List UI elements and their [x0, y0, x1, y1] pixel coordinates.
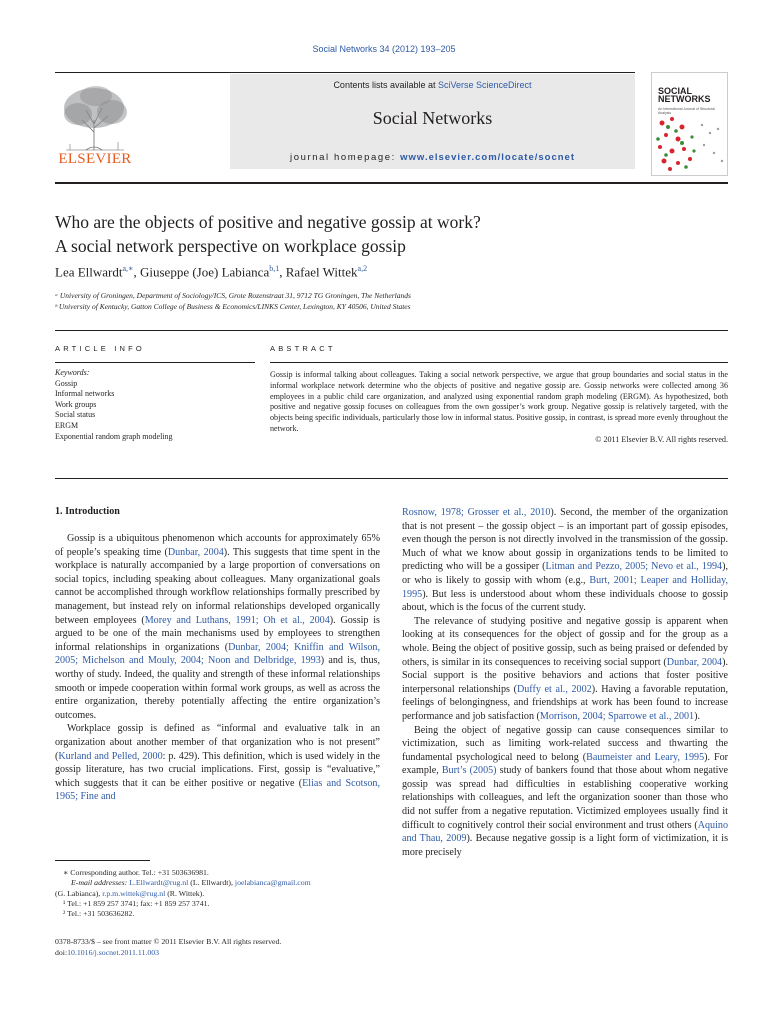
author-affiliation-marker[interactable]: a,∗: [122, 264, 134, 273]
cover-subtitle: An International Journal of Structural Analysis: [658, 107, 715, 115]
email-link-ellwardt[interactable]: L.Ellwardt@rug.nl: [129, 878, 189, 888]
email-prefix: (G. Labianca),: [55, 888, 103, 898]
doi-link[interactable]: 10.1016/j.socnet.2011.11.003: [67, 947, 160, 957]
abstract-text: Gossip is informal talking about colleagues. Taking a social network perspective, we argue that group boundaries and social status in the informal workplace network determine who the objects of positive and negative gossip are. Gossip networks were collected among 36 employees in a public child care organization, and analyzed using exponential random graph modeling (ERGM). As hypothesized, both positive and negative gossip focuses on colleagues from the own gossiper’s work group. Negative gossip is relatively targeted, with the objects being specific individuals, particularly those low in informal status. Positive gossip, in contrast, is spread more evenly throughout the network.: [270, 370, 728, 433]
header-top-rule: [55, 72, 635, 73]
citation-link[interactable]: Dunbar, 2004: [666, 656, 723, 668]
footnote-rule: [55, 860, 150, 861]
body-text: ). Having a favorable reputation, feelings of belongingness, and friendships at work has been found to increase performance and job satisfaction (: [402, 683, 728, 722]
title-line-2: A social network perspective on workplace gossip: [55, 236, 406, 256]
left-column-paragraphs: [55, 520, 380, 804]
body-text: ). But less is understood about whom these individuals choose to gossip about, which is the focus of the current study.: [402, 588, 728, 614]
contents-prefix: Contents lists available at: [333, 80, 438, 90]
homepage-link[interactable]: www.elsevier.com/locate/socnet: [400, 152, 575, 163]
author-name: Lea Ellwardt: [55, 264, 123, 280]
abstract-copyright: © 2011 Elsevier B.V. All rights reserved.: [595, 434, 728, 444]
keyword-item: Gossip: [55, 378, 78, 388]
footnotes: [55, 868, 385, 919]
cover-title: [658, 87, 711, 103]
citation-link[interactable]: Burt’s (2005): [441, 765, 497, 777]
citation-link[interactable]: Burt, 2001; Leaper and Holliday, 1995: [402, 574, 728, 600]
author-separator: ,: [279, 264, 286, 280]
citation-link[interactable]: Kurland and Pelled, 2000: [58, 750, 163, 762]
journal-cover-thumbnail[interactable]: [651, 72, 728, 176]
author-affiliation-marker[interactable]: b,1: [269, 264, 280, 273]
doi-prefix: doi:: [55, 947, 68, 957]
journal-title: Social Networks: [372, 108, 493, 128]
email-line-2: [55, 889, 385, 899]
abstract-bottom-rule: [55, 478, 728, 479]
body-paragraph: [55, 532, 380, 722]
body-text: Workplace gossip is defined as “informal and evaluative talk in an organization about another member of that organization who is not present” (: [55, 723, 380, 762]
author-affiliation-marker[interactable]: a,2: [357, 264, 368, 273]
abstract-heading: ABSTRACT: [270, 344, 336, 353]
abstract-rule: [270, 362, 728, 363]
abstract-block: [270, 370, 728, 446]
email-line: [55, 878, 385, 888]
body-text: ). Social support is the positive behaviors and actions that foster positive interpersonal relationships (: [402, 656, 728, 695]
cover-title-line2: NETWORKS: [658, 94, 711, 104]
cover-title-line1: SOCIAL: [658, 86, 693, 96]
paper-title: [55, 210, 655, 258]
email-label: E-mail addresses:: [71, 878, 130, 888]
homepage-prefix: journal homepage:: [290, 152, 401, 163]
issn-line: 0378-8733/$ – see front matter © 2011 Elsevier B.V. All rights reserved.: [55, 937, 282, 946]
body-paragraph: [402, 615, 728, 724]
body-text: ), or who is likely to gossip with whom (e.g.,: [402, 561, 728, 586]
body-column-left: [55, 520, 380, 804]
author-name: Giuseppe (Joe) Labianca: [140, 264, 270, 280]
body-text: ).: [694, 710, 700, 722]
corresponding-author-note: ∗ Corresponding author. Tel.: +31 503636981.: [63, 868, 209, 877]
section-heading-introduction: 1. Introduction: [55, 506, 120, 517]
elsevier-wordmark: ELSEVIER: [58, 151, 132, 167]
body-text: Being the object of negative gossip can cause consequences similar to victimization, such as limiting work-related success and thwarting the fundamental psychological need to belong (: [402, 724, 728, 763]
citation-link[interactable]: Rosnow, 1978; Grosser et al., 2010: [402, 507, 551, 518]
sciencedirect-link[interactable]: SciVerse ScienceDirect: [438, 80, 532, 90]
cover-network-graphic: [652, 113, 727, 175]
body-text: ). Because negative gossip is a light form of victimization, it is more precisely: [402, 833, 729, 858]
body-text: ). Gossip is argued to be one of the main mechanisms used by employees to strengthen informal relationships in organizations (: [55, 614, 380, 653]
keyword-item: Exponential random graph modeling: [55, 431, 173, 441]
citation-link[interactable]: Morey and Luthans, 1991; Oh et al., 2004: [144, 614, 330, 626]
citation-link[interactable]: Morrison, 2004; Sparrowe et al., 2001: [539, 710, 695, 722]
header-bottom-rule: [55, 182, 728, 184]
citation-link[interactable]: Aquino and Thau, 2009: [402, 819, 728, 845]
citation-link[interactable]: Elias and Scotson, 1965; Fine and: [55, 777, 381, 803]
affiliation-b: ᵇ University of Kentucky, Gatton College of Business & Economics/LINKS Center, Lexington, KY 40506, United States: [55, 302, 411, 311]
citation-link[interactable]: Dunbar, 2004: [167, 546, 224, 558]
keyword-item: Work groups: [55, 399, 97, 409]
body-text: The relevance of studying positive and negative gossip is apparent when looking at its consequences for the object of gossip and for the group as a whole. Being the object of positive gossip, such as being praised or defended by others, is similar in its consequences to receiving social support (: [402, 615, 728, 668]
author-name: Rafael Wittek: [285, 264, 358, 280]
body-text: ). Second, the member of the organization that is not present – the gossip object – is an important part of gossip episodes, even though the person is not directly involved in the transmission of the gossip. Much of what we know about gossip in organizations tends to be limited to predicting who will be a gossiper (: [402, 507, 729, 573]
body-column-right: [402, 506, 728, 859]
email-suffix: (R. Wittek).: [165, 888, 205, 898]
keywords-block: [55, 368, 255, 442]
title-line-1: Who are the objects of positive and negative gossip at work?: [55, 212, 481, 232]
email-suffix: (L. Ellwardt),: [188, 878, 235, 888]
footnote-2: ² Tel.: +31 503636282.: [63, 909, 135, 919]
body-text: ). This suggests that time spent in the workplace is naturally accompanied by a large proportion of conversations on social topics, including speaking about colleagues. Many organizational goals cannot be accomplished through workflow relationships formally prescribed by management, but instead rely on informal relationships developed organically between employees (: [55, 546, 380, 626]
article-info-heading: ARTICLE INFO: [55, 344, 145, 353]
body-text: study of bankers found that those about whom negative gossip was spread had difficulties in establishing cooperative working relationships with colleagues, and left the organization sooner than those who did not suffer from a negative reputation. Victimized employees usually find it difficult to cognitively control their social environment and trust others (: [402, 765, 728, 831]
journal-reference[interactable]: Social Networks 34 (2012) 193–205: [312, 44, 456, 54]
keyword-item: ERGM: [55, 420, 79, 430]
journal-homepage: [230, 152, 635, 163]
affiliation-a: ᵃ University of Groningen, Department of Sociology/ICS, Grote Rozenstraat 31, 9712 TG Groningen, The Netherlands: [55, 291, 411, 300]
email-link-labianca[interactable]: joelabianca@gmail.com: [234, 878, 311, 888]
body-text: ) and is, thus, worthy of study. Indeed, the quality and strength of these informal relationships smooth or impede cooperation within formal work groups, as well as across the entire organization, thereby potentially affecting the entire organization’s outcomes.: [55, 655, 380, 721]
body-text: Gossip is a ubiquitous phenomenon which accounts for approximately 65% of people’s speaking time (: [55, 533, 380, 558]
body-text: : p. 429). This definition, which is used widely in the gossip literature, has two crucial implications. First, gossip is “evaluative,” which suggests that it can be either positive or negative (: [55, 750, 380, 789]
author-separator: ,: [133, 264, 140, 280]
title-block-rule: [55, 330, 728, 331]
keyword-item: Social status: [55, 410, 96, 420]
contents-line: [230, 80, 635, 90]
article-info-rule: [55, 362, 255, 363]
citation-link[interactable]: Dunbar, 2004; Kniffin and Wilson, 2005; Michelson and Mouly, 2004; Noon and Delbridge, 1993: [55, 641, 380, 667]
citation-link[interactable]: Litman and Pezzo, 2005; Nevo et al., 1994: [545, 561, 723, 573]
body-paragraph: [402, 506, 728, 615]
author-list: [55, 264, 367, 280]
body-paragraph: [402, 724, 728, 860]
body-text: ). For example,: [402, 751, 728, 777]
keyword-item: Informal networks: [55, 389, 115, 399]
email-link-wittek[interactable]: r.p.m.wittek@rug.nl: [102, 888, 166, 898]
keywords-label: Keywords:: [55, 368, 90, 377]
footnote-1: ¹ Tel.: +1 859 257 3741; fax: +1 859 257 3741.: [63, 898, 210, 908]
doi-line: [55, 948, 385, 959]
citation-link[interactable]: Baumeister and Leary, 1995: [586, 751, 705, 763]
right-column-paragraphs: [402, 506, 728, 859]
publication-info: [55, 937, 385, 958]
body-paragraph: [55, 722, 380, 804]
citation-link[interactable]: Duffy et al., 2002: [516, 683, 592, 695]
